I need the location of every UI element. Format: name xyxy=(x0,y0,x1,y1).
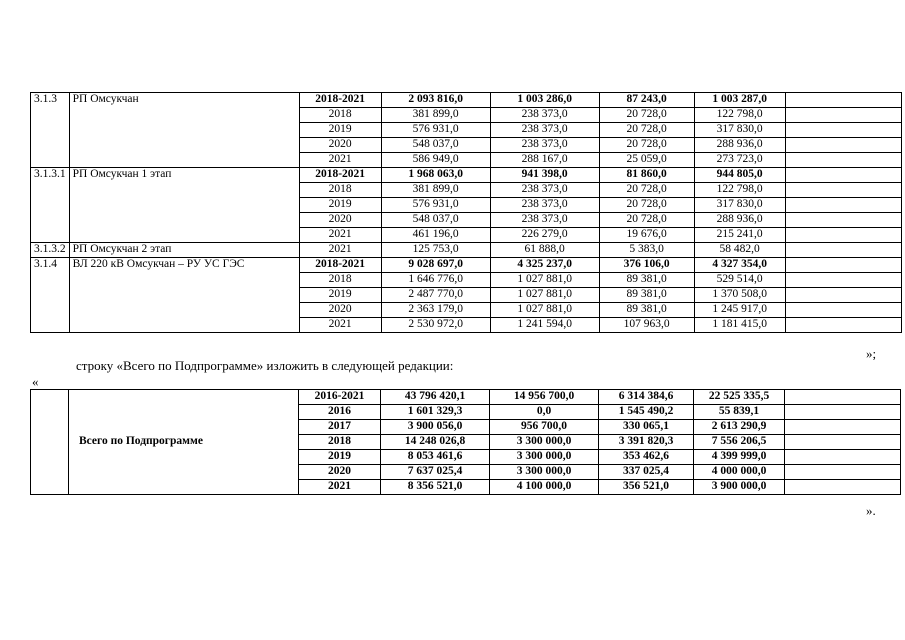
row-code: 3.1.3 xyxy=(31,93,70,168)
instruction-text: строку «Всего по Подпрограмме» изложить в следующей редакции: xyxy=(76,358,454,373)
value-cell: 586 949,0 xyxy=(381,153,490,168)
total-row xyxy=(31,93,902,108)
period-cell: 2018-2021 xyxy=(299,168,381,183)
value-cell: 6 314 384,6 xyxy=(599,390,694,405)
period-cell: 2018 xyxy=(299,183,381,198)
empty-cell xyxy=(785,465,901,480)
period-cell: 2021 xyxy=(299,243,381,258)
empty-cell xyxy=(785,273,901,288)
period-cell: 2019 xyxy=(299,450,381,465)
value-cell: 317 830,0 xyxy=(694,198,785,213)
value-cell: 89 381,0 xyxy=(599,288,694,303)
value-cell: 1 601 329,3 xyxy=(381,405,490,420)
value-cell: 19 676,0 xyxy=(599,228,694,243)
row-code xyxy=(31,390,69,495)
value-cell: 43 796 420,1 xyxy=(381,390,490,405)
value-cell: 2 363 179,0 xyxy=(381,303,490,318)
value-cell: 576 931,0 xyxy=(381,123,490,138)
value-cell: 89 381,0 xyxy=(599,303,694,318)
empty-cell xyxy=(785,108,901,123)
value-cell: 3 900 056,0 xyxy=(381,420,490,435)
value-cell: 3 900 000,0 xyxy=(694,480,785,495)
value-cell: 9 028 697,0 xyxy=(381,258,490,273)
period-cell: 2021 xyxy=(299,153,381,168)
period-cell: 2020 xyxy=(299,303,381,318)
total-label: Всего по Подпрограмме xyxy=(69,390,299,495)
value-cell: 238 373,0 xyxy=(490,198,599,213)
row-code: 3.1.3.1 xyxy=(31,168,70,243)
total-row xyxy=(31,390,901,405)
value-cell: 125 753,0 xyxy=(381,243,490,258)
year-row xyxy=(31,243,902,258)
value-cell: 273 723,0 xyxy=(694,153,785,168)
value-cell: 7 637 025,4 xyxy=(381,465,490,480)
value-cell: 20 728,0 xyxy=(599,213,694,228)
total-row xyxy=(31,258,902,273)
value-cell: 317 830,0 xyxy=(694,123,785,138)
value-cell: 376 106,0 xyxy=(599,258,694,273)
value-cell: 1 003 286,0 xyxy=(490,93,599,108)
period-cell: 2018 xyxy=(299,273,381,288)
value-cell: 20 728,0 xyxy=(599,138,694,153)
empty-cell xyxy=(785,480,901,495)
row-code: 3.1.4 xyxy=(31,258,70,333)
value-cell: 89 381,0 xyxy=(599,273,694,288)
period-cell: 2018-2021 xyxy=(299,93,381,108)
value-cell: 238 373,0 xyxy=(490,183,599,198)
row-code: 3.1.3.2 xyxy=(31,243,70,258)
empty-cell xyxy=(785,450,901,465)
value-cell: 5 383,0 xyxy=(599,243,694,258)
value-cell: 4 000 000,0 xyxy=(694,465,785,480)
period-cell: 2019 xyxy=(299,123,381,138)
value-cell: 4 100 000,0 xyxy=(490,480,599,495)
empty-cell xyxy=(785,183,901,198)
value-cell: 14 248 026,8 xyxy=(381,435,490,450)
value-cell: 2 093 816,0 xyxy=(381,93,490,108)
value-cell: 461 196,0 xyxy=(381,228,490,243)
empty-cell xyxy=(785,243,901,258)
value-cell: 1 545 490,2 xyxy=(599,405,694,420)
value-cell: 1 027 881,0 xyxy=(490,273,599,288)
value-cell: 1 646 776,0 xyxy=(381,273,490,288)
value-cell: 238 373,0 xyxy=(490,123,599,138)
value-cell: 3 391 820,3 xyxy=(599,435,694,450)
value-cell: 1 027 881,0 xyxy=(490,303,599,318)
row-name: РП Омсукчан 1 этап xyxy=(69,168,299,243)
value-cell: 238 373,0 xyxy=(490,138,599,153)
value-cell: 107 963,0 xyxy=(599,318,694,333)
row-name: РП Омсукчан 2 этап xyxy=(69,243,299,258)
value-cell: 4 399 999,0 xyxy=(694,450,785,465)
value-cell: 2 487 770,0 xyxy=(381,288,490,303)
value-cell: 4 327 354,0 xyxy=(694,258,785,273)
empty-cell xyxy=(785,93,901,108)
closing-quote-final: ». xyxy=(866,503,876,518)
opening-quote: « xyxy=(32,374,39,389)
value-cell: 1 241 594,0 xyxy=(490,318,599,333)
value-cell: 25 059,0 xyxy=(599,153,694,168)
period-cell: 2021 xyxy=(299,318,381,333)
value-cell: 3 300 000,0 xyxy=(490,450,599,465)
row-name: ВЛ 220 кВ Омсукчан – РУ УС ГЭС xyxy=(69,258,299,333)
value-cell: 941 398,0 xyxy=(490,168,599,183)
value-cell: 288 167,0 xyxy=(490,153,599,168)
empty-cell xyxy=(785,258,901,273)
empty-cell xyxy=(785,228,901,243)
empty-cell xyxy=(785,420,901,435)
value-cell: 2 613 290,9 xyxy=(694,420,785,435)
value-cell: 1 181 415,0 xyxy=(694,318,785,333)
value-cell: 288 936,0 xyxy=(694,213,785,228)
period-cell: 2017 xyxy=(299,420,381,435)
period-cell: 2018-2021 xyxy=(299,258,381,273)
value-cell: 356 521,0 xyxy=(599,480,694,495)
value-cell: 238 373,0 xyxy=(490,213,599,228)
value-cell: 353 462,6 xyxy=(599,450,694,465)
value-cell: 3 300 000,0 xyxy=(490,435,599,450)
value-cell: 576 931,0 xyxy=(381,198,490,213)
value-cell: 381 899,0 xyxy=(381,108,490,123)
value-cell: 58 482,0 xyxy=(694,243,785,258)
value-cell: 1 370 508,0 xyxy=(694,288,785,303)
value-cell: 529 514,0 xyxy=(694,273,785,288)
period-cell: 2020 xyxy=(299,138,381,153)
value-cell: 956 700,0 xyxy=(490,420,599,435)
value-cell: 0,0 xyxy=(490,405,599,420)
period-cell: 2021 xyxy=(299,480,381,495)
value-cell: 1 027 881,0 xyxy=(490,288,599,303)
value-cell: 122 798,0 xyxy=(694,183,785,198)
value-cell: 8 356 521,0 xyxy=(381,480,490,495)
period-cell: 2019 xyxy=(299,288,381,303)
value-cell: 81 860,0 xyxy=(599,168,694,183)
empty-cell xyxy=(785,168,901,183)
value-cell: 14 956 700,0 xyxy=(490,390,599,405)
period-cell: 2018 xyxy=(299,108,381,123)
value-cell: 22 525 335,5 xyxy=(694,390,785,405)
value-cell: 226 279,0 xyxy=(490,228,599,243)
row-name: РП Омсукчан xyxy=(69,93,299,168)
value-cell: 61 888,0 xyxy=(490,243,599,258)
value-cell: 288 936,0 xyxy=(694,138,785,153)
value-cell: 55 839,1 xyxy=(694,405,785,420)
value-cell: 238 373,0 xyxy=(490,108,599,123)
closing-quote: »; xyxy=(866,346,877,361)
empty-cell xyxy=(785,318,901,333)
value-cell: 944 805,0 xyxy=(694,168,785,183)
value-cell: 20 728,0 xyxy=(599,108,694,123)
program-table xyxy=(30,92,902,333)
value-cell: 337 025,4 xyxy=(599,465,694,480)
value-cell: 20 728,0 xyxy=(599,183,694,198)
value-cell: 87 243,0 xyxy=(599,93,694,108)
empty-cell xyxy=(785,123,901,138)
empty-cell xyxy=(785,153,901,168)
value-cell: 548 037,0 xyxy=(381,213,490,228)
empty-cell xyxy=(785,435,901,450)
empty-cell xyxy=(785,405,901,420)
empty-cell xyxy=(785,288,901,303)
period-cell: 2020 xyxy=(299,213,381,228)
value-cell: 122 798,0 xyxy=(694,108,785,123)
value-cell: 8 053 461,6 xyxy=(381,450,490,465)
value-cell: 20 728,0 xyxy=(599,123,694,138)
empty-cell xyxy=(785,138,901,153)
value-cell: 381 899,0 xyxy=(381,183,490,198)
total-table xyxy=(30,389,901,495)
value-cell: 1 245 917,0 xyxy=(694,303,785,318)
period-cell: 2018 xyxy=(299,435,381,450)
empty-cell xyxy=(785,198,901,213)
period-cell: 2020 xyxy=(299,465,381,480)
empty-cell xyxy=(785,390,901,405)
value-cell: 548 037,0 xyxy=(381,138,490,153)
value-cell: 7 556 206,5 xyxy=(694,435,785,450)
period-cell: 2016-2021 xyxy=(299,390,381,405)
period-cell: 2019 xyxy=(299,198,381,213)
value-cell: 3 300 000,0 xyxy=(490,465,599,480)
value-cell: 4 325 237,0 xyxy=(490,258,599,273)
value-cell: 330 065,1 xyxy=(599,420,694,435)
value-cell: 1 003 287,0 xyxy=(694,93,785,108)
period-cell: 2021 xyxy=(299,228,381,243)
empty-cell xyxy=(785,213,901,228)
value-cell: 2 530 972,0 xyxy=(381,318,490,333)
value-cell: 215 241,0 xyxy=(694,228,785,243)
total-row xyxy=(31,168,902,183)
value-cell: 1 968 063,0 xyxy=(381,168,490,183)
empty-cell xyxy=(785,303,901,318)
value-cell: 20 728,0 xyxy=(599,198,694,213)
period-cell: 2016 xyxy=(299,405,381,420)
